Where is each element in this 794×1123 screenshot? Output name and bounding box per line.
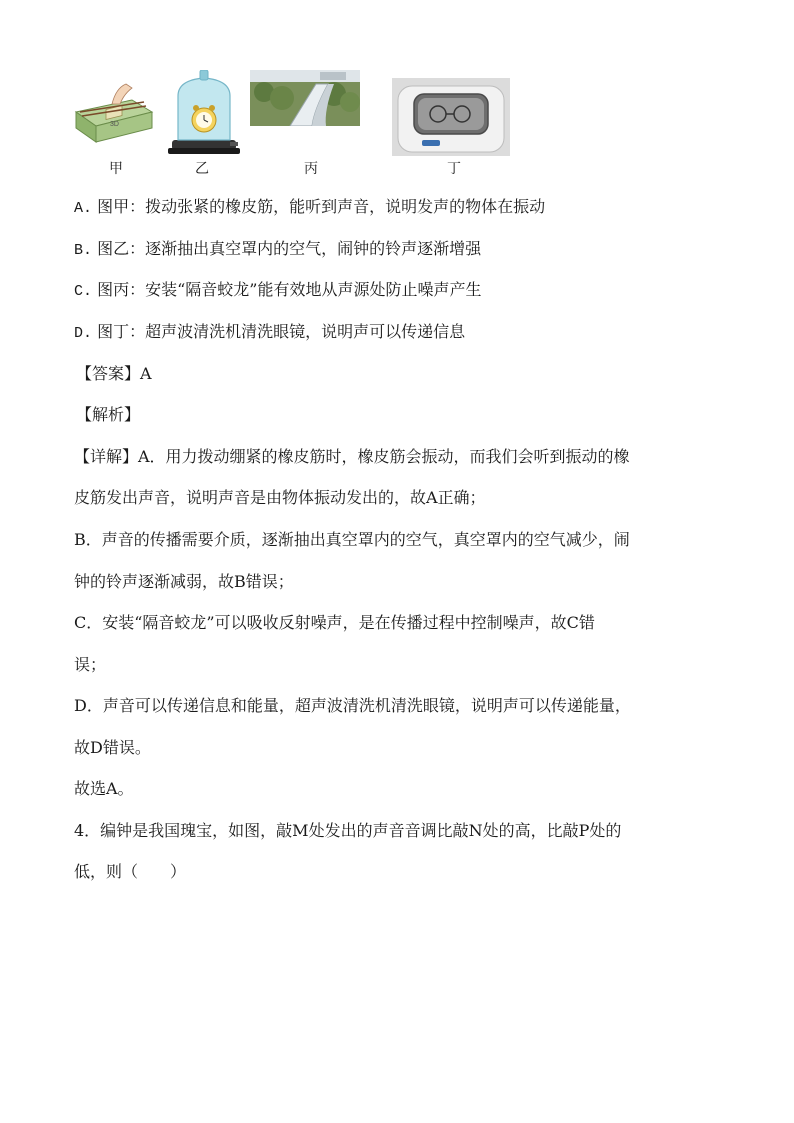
option-a-text: 图甲：拨动张紧的橡皮筋，能听到声音，说明发声的物体在振动 [97,197,546,216]
option-a [74,197,545,219]
figure-caption-ding: 丁 [447,161,461,177]
answer-label: 【答案】A [76,364,152,383]
detail-line-4: 钟的铃声逐渐减弱，故B错误； [74,572,294,591]
detail-line-6: 误； [74,655,107,674]
question-4-line-1: 4．编钟是我国瑰宝，如图，敲M处发出的声音音调比敲N处的高，比敲P处的 [74,821,622,840]
figure-bing-sound-barrier [250,70,360,126]
figure-caption-jia: 甲 [109,161,123,177]
detail-line-5: C．安装“隔音蛟龙”可以吸收反射噪声，是在传播过程中控制噪声，故C错 [74,613,595,632]
detail-line-7: D．声音可以传递信息和能量，超声波清洗机清洗眼镜，说明声可以传递能量， [74,696,631,715]
question-4-line-2: 低，则（ ） [74,862,187,881]
detail-line-1: 【详解】A．用力拨动绷紧的橡皮筋时，橡皮筋会振动，而我们会听到振动的橡 [74,447,630,466]
figure-row [0,0,794,185]
option-b-text: 图乙：逐渐抽出真空罩内的空气，闹钟的铃声逐渐增强 [97,239,482,258]
figure-caption-yi: 乙 [195,161,209,177]
detail-line-8: 故D错误。 [74,738,151,757]
detail-line-3: B．声音的传播需要介质，逐渐抽出真空罩内的空气，真空罩内的空气减少，闹 [74,530,630,549]
option-d-prefix: D. [74,325,93,342]
option-d-text: 图丁：超声波清洗机清洗眼镜，说明声可以传递信息 [97,322,466,341]
figure-ding-ultrasonic-cleaner [392,78,510,156]
detail-line-9: 故选A。 [74,779,134,798]
detail-line-2: 皮筋发出声音，说明声音是由物体振动发出的，故A正确； [74,488,486,507]
option-c-text: 图丙：安装“隔音蛟龙”能有效地从声源处防止噪声产生 [97,280,482,299]
analysis-label: 【解析】 [76,405,141,424]
option-b-prefix: B. [74,242,93,259]
figure-caption-bing: 丙 [304,161,318,177]
option-b [74,239,481,261]
figure-jia-rubber-band-box [72,82,156,146]
option-d [74,322,465,344]
figure-yi-bell-jar [168,70,240,156]
option-a-prefix: A. [74,200,93,217]
jia-box-label: 3D [110,121,119,128]
option-c [74,280,481,302]
option-c-prefix: C. [74,283,93,300]
